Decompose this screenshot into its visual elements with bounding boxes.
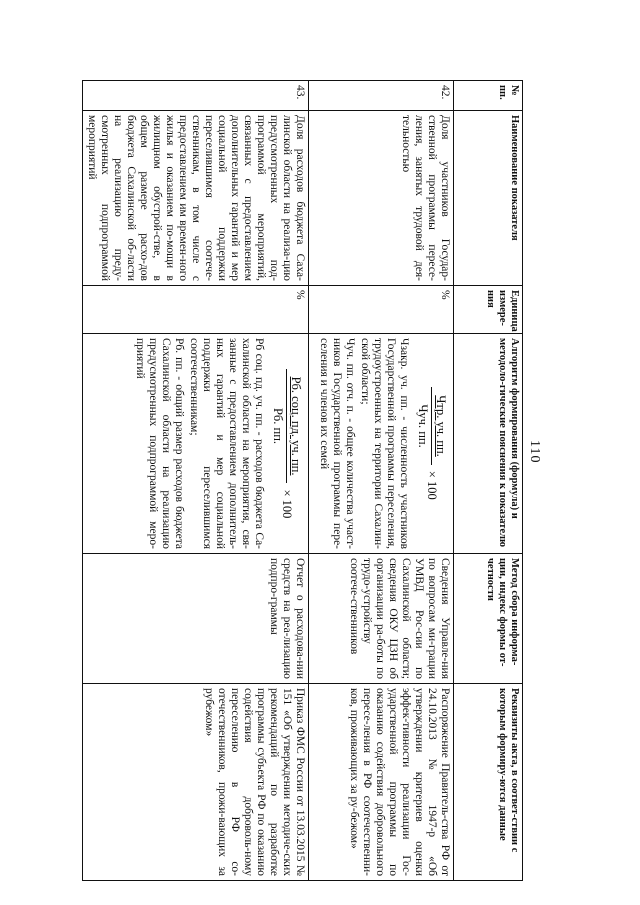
table-header-row — [454, 81, 523, 881]
page-number: 110 — [527, 440, 542, 464]
header-unit: Единица измере-ния — [454, 286, 523, 334]
formula-multiplier: × 100 — [280, 489, 294, 519]
formula-explanation: Рб. пп. - общий размер расходов бюджета Сахалинской области на реализацию предусмотренных подпрограммой меро-приятий — [134, 338, 185, 549]
table-row — [309, 81, 454, 881]
formula-numerator: Чтр. уч. пп. — [431, 387, 447, 465]
formula-denominator: Чуч. пп. — [416, 404, 430, 448]
formula-explanation: Чзакр. уч. пп. - численность участников Государственной программы переселения, трудоустроенных на территории Сахалин-ской области; — [359, 338, 410, 549]
header-num: № пп. — [454, 81, 523, 111]
formula-fraction — [271, 369, 302, 484]
header-name: Наименование показателя — [454, 111, 523, 286]
formula-numerator: Рб. соц. пд. уч. пп. — [286, 369, 302, 484]
row-number: 42. — [309, 81, 454, 111]
act-cell: Приказ ФМС России от 13.03.2015 № 151 «Об утверждении методиче-ских рекомендаций по разработке программы субъекта РФ по оказанию содействия доброволь-ному переселению в РФ со-отечественников, прожи-вающих за рубежом» — [83, 684, 309, 881]
formula-fraction — [416, 387, 447, 465]
indicator-name: Доля расходов бюджета Саха-линской области на реализа-цию предусмотренных под-программой мероприятий, связанных с предоставлением дополнительных гарантий и мер социальной поддержки переселившимся соотече-ственникам, в том числе с предоставлением им времен-ного жилья и оказанием по-мощи в жилищном обустрой-стве, в общем размере расхо-дов бюджета Сахалинской об-ласти на реализацию преду-смотренных подпрограммой мероприятий — [83, 111, 309, 286]
formula — [416, 338, 447, 549]
header-act: Реквизиты акта, в соответ-ствии с которым формиру-ются данные — [454, 684, 523, 881]
indicator-table-frame — [86, 80, 523, 880]
unit-cell: % — [83, 286, 309, 334]
formula-explanation: Рб соц. пд. уч. пп. - расходов бюджета Са-халинской области на мероприятия, свя-занные с предоставлением дополнитель-ных гарантий и мер социальной поддержки переселившимся соотечественникам; — [188, 338, 265, 549]
header-method: Метод сбора информа-ции, индекс формы от-четности — [454, 554, 523, 684]
act-cell: Распоряжение Правитель-ства РФ от 24.10.2013 № 1947-р «Об утверждении критериев оценки эффек-тивности реализации Гос-ударственной программы по оказанию содействия добровольного пересе-ления в РФ соотечественни-ков, проживающих за ру-бежом» — [309, 684, 454, 881]
algorithm-cell — [83, 334, 309, 554]
formula-denominator: Рб. пп. — [271, 407, 285, 445]
indicator-name: Доля участников Государ-ственной программы пересе-ления, занятых трудовой дея-тельностью — [309, 111, 454, 286]
method-cell: Сведения Управле-ния по вопросам ми-грации УМВД Рос-сии по Сахалинской области; сведения ОКУ ЦЗН об организации ра-боты по трудо-устройству соотече-ственников — [309, 554, 454, 684]
header-algorithm: Алгоритм формирования (формула) и методоло-гические пояснения к показателю — [454, 334, 523, 554]
formula-explanation: Чуч. пп. отч. п. - общее количества участ-ников Государственной программы пере-селения и членов их семей — [318, 338, 356, 549]
formula-multiplier: × 100 — [425, 470, 439, 500]
formula — [271, 338, 302, 549]
table-row — [83, 81, 309, 881]
method-cell: Отчет о расходова-нии средств на реа-лизацию подпро-граммы — [83, 554, 309, 684]
unit-cell: % — [309, 286, 454, 334]
row-number: 43. — [83, 81, 309, 111]
indicator-table — [82, 80, 523, 881]
algorithm-cell — [309, 334, 454, 554]
